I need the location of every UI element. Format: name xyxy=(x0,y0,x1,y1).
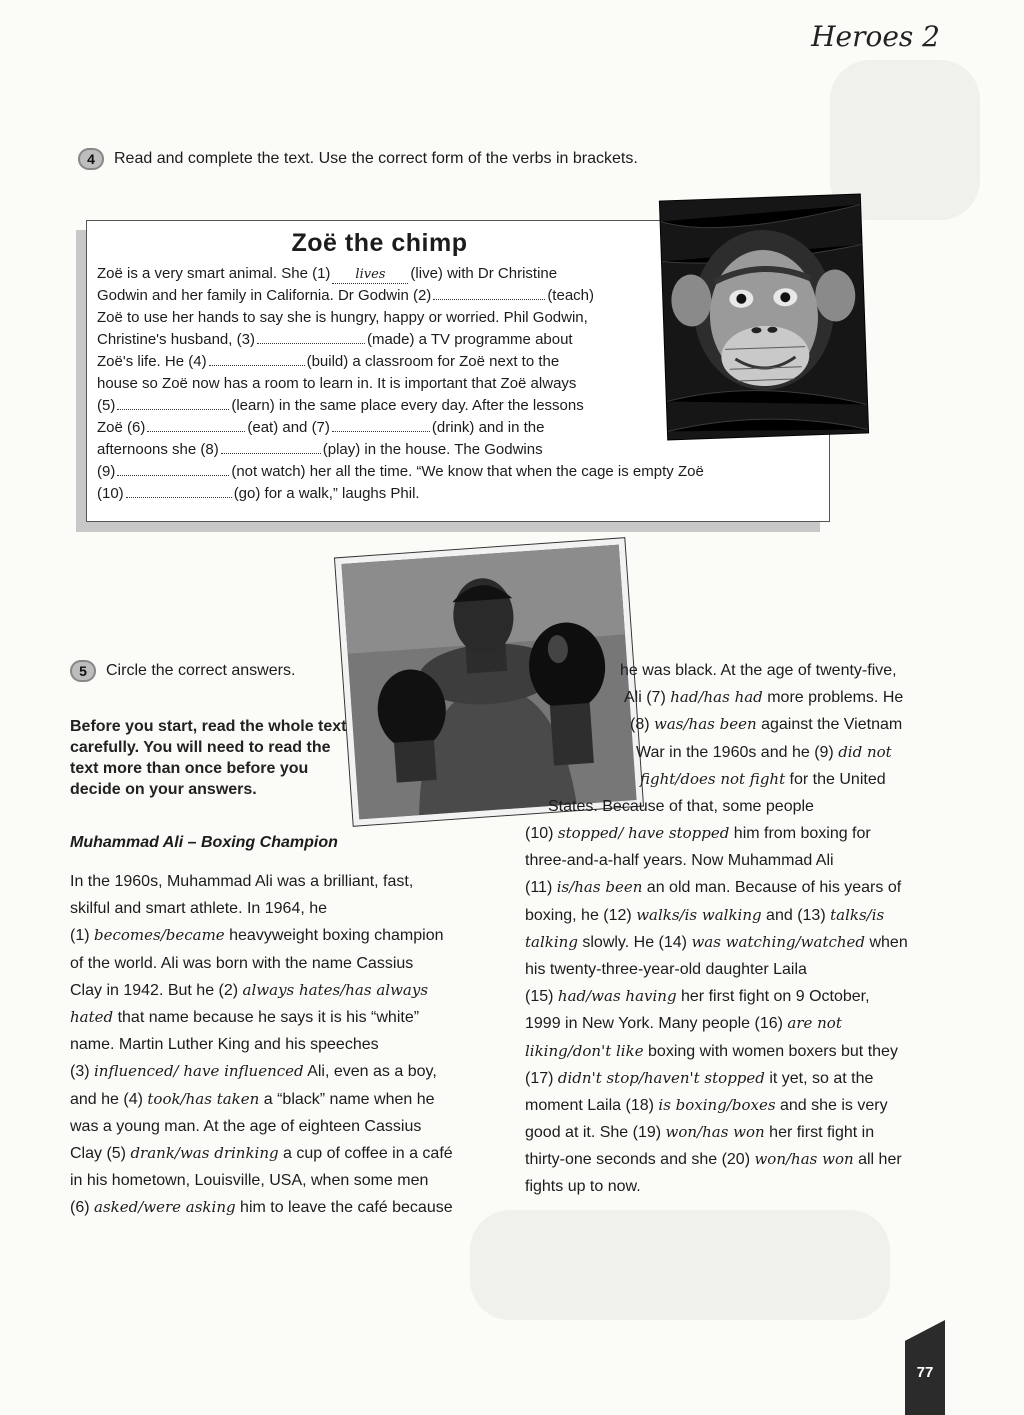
answer-option[interactable]: talking xyxy=(525,932,578,951)
text-segment: moment Laila (18) xyxy=(525,1096,659,1114)
answer-option[interactable]: is/has been xyxy=(556,878,643,897)
text-line xyxy=(97,483,817,505)
text-segment: when xyxy=(865,933,908,951)
exercise-number-badge: 5 xyxy=(70,660,96,682)
article-line xyxy=(70,895,453,922)
article-line xyxy=(70,1167,453,1194)
article-left-column xyxy=(70,868,453,1221)
answer-option[interactable]: liking/don't like xyxy=(525,1041,644,1060)
text-segment: it yet, so at the xyxy=(764,1069,874,1087)
text-segment: in his hometown, Louisville, USA, when some men xyxy=(70,1172,429,1190)
text-segment: (10) xyxy=(97,485,124,502)
article-line xyxy=(525,847,908,874)
text-segment: was a young man. At the age of eighteen Cassius xyxy=(70,1117,422,1135)
text-segment: (17) xyxy=(525,1069,558,1087)
text-segment: (play) in the house. The Godwins xyxy=(322,441,543,458)
text-line xyxy=(97,439,817,461)
text-segment: boxing, he (12) xyxy=(525,906,637,924)
article-line xyxy=(525,1065,908,1092)
article-line xyxy=(70,950,453,977)
answer-option[interactable]: was/has been xyxy=(654,715,757,734)
text-segment: In the 1960s, Muhammad Ali was a brilliant, fast, xyxy=(70,873,414,890)
answer-option[interactable]: becomes/became xyxy=(94,926,225,945)
text-segment: good at it. She (19) xyxy=(525,1124,666,1142)
article-line xyxy=(525,1146,908,1173)
article-line xyxy=(0,739,903,766)
text-segment: Ali (7) xyxy=(624,689,671,707)
article-line xyxy=(0,711,903,738)
text-segment: her first fight in xyxy=(764,1124,875,1142)
answer-option[interactable]: was watching/watched xyxy=(691,932,866,951)
article-line xyxy=(0,684,903,711)
answer-option[interactable]: walks/is walking xyxy=(636,905,762,924)
text-segment: (11) xyxy=(525,879,557,897)
text-segment: all her xyxy=(853,1151,902,1169)
text-segment: Zoë to use her hands to say she is hungry, happy or worried. Phil Godwin, xyxy=(97,309,588,326)
text-segment: house so Zoë now has a room to learn in. It is important that Zoë always xyxy=(97,375,577,392)
article-line xyxy=(525,1173,908,1200)
text-segment: (learn) in the same place every day. After the lessons xyxy=(231,397,584,414)
text-segment: (15) xyxy=(525,988,558,1006)
answer-option[interactable]: talks/is xyxy=(830,905,885,924)
answer-option[interactable]: fight/does not fight xyxy=(640,769,786,788)
article-heading: Muhammad Ali – Boxing Champion xyxy=(70,834,338,851)
article-line xyxy=(0,793,903,820)
answer-blank[interactable] xyxy=(117,395,229,410)
answer-blank[interactable] xyxy=(257,329,365,344)
article-line xyxy=(525,820,908,847)
answer-option[interactable]: are not xyxy=(787,1014,842,1033)
text-segment: (eat) and (7) xyxy=(247,419,330,436)
text-segment: name. Martin Luther King and his speeches xyxy=(70,1036,379,1054)
text-segment: boxing with women boxers but they xyxy=(643,1042,898,1060)
article-line xyxy=(525,983,908,1010)
answer-option[interactable]: stopped/ have stopped xyxy=(557,824,730,842)
article-line xyxy=(70,922,453,949)
text-segment: heavyweight boxing champion xyxy=(224,927,444,945)
text-segment: (9) xyxy=(97,463,116,480)
text-segment: Clay in 1942. But he (2) xyxy=(70,981,243,999)
answer-blank[interactable] xyxy=(332,417,430,432)
answer-option[interactable]: always hates/has always xyxy=(242,980,429,999)
background-texture xyxy=(470,1210,890,1320)
answer-option[interactable]: had/has had xyxy=(670,688,763,707)
text-segment: afternoons she (8) xyxy=(97,441,219,458)
instruction-text: Circle the correct answers. xyxy=(106,662,296,679)
text-segment: her first fight on 9 October, xyxy=(676,988,870,1006)
text-segment: Zoë's life. He (4) xyxy=(97,353,207,370)
article-line xyxy=(525,1038,908,1065)
text-segment: of the world. Ali was born with the name Cassius xyxy=(70,954,414,972)
article-line xyxy=(0,657,903,684)
text-segment: (1) xyxy=(70,927,94,945)
tip-line: carefully. You will need to read the xyxy=(70,739,331,756)
article-line xyxy=(70,1031,453,1058)
article-line xyxy=(70,1113,453,1140)
chimp-picture xyxy=(660,195,868,440)
article-line xyxy=(525,929,908,956)
text-segment: (3) xyxy=(70,1063,94,1081)
text-segment: Ali, even as a boy, xyxy=(303,1063,437,1081)
tip-line: decide on your answers. xyxy=(70,781,257,798)
text-segment: Godwin and her family in California. Dr Godwin (2) xyxy=(97,287,432,304)
answer-option[interactable]: took/has taken xyxy=(147,1089,260,1108)
article-line xyxy=(525,874,908,901)
article-line xyxy=(70,977,453,1004)
answer-option[interactable]: hated xyxy=(70,1007,114,1026)
article-line xyxy=(70,1004,453,1031)
text-segment: skilful and smart athlete. In 1964, he xyxy=(70,900,328,918)
answer-option[interactable]: won/has won xyxy=(754,1150,854,1169)
article-line xyxy=(525,902,908,929)
article-line xyxy=(70,1058,453,1085)
text-segment: War in the 1960s and he (9) xyxy=(636,743,839,761)
text-segment: (made) a TV programme about xyxy=(366,331,573,348)
article-line xyxy=(70,1194,453,1221)
text-segment: (not watch) her all the time. “We know that when the cage is empty Zoë xyxy=(231,463,704,480)
answer-option[interactable]: asked/were asking xyxy=(94,1198,236,1217)
text-segment: (6) xyxy=(70,1199,94,1217)
text-segment: (10) xyxy=(525,825,558,842)
text-segment: for the United xyxy=(785,770,886,788)
answer-blank[interactable] xyxy=(126,483,232,498)
text-segment: fights up to now. xyxy=(525,1178,641,1196)
text-segment: Zoë is a very smart animal. She (1) xyxy=(97,265,331,282)
answer-blank[interactable] xyxy=(221,439,321,454)
text-segment: a “black” name when he xyxy=(259,1090,435,1108)
answer-blank[interactable] xyxy=(209,351,305,366)
answer-option[interactable]: influenced/ have influenced xyxy=(94,1062,304,1081)
answer-option[interactable]: didn't stop/haven't stopped xyxy=(557,1068,765,1087)
instruction-text: Read and complete the text. Use the correct form of the verbs in brackets. xyxy=(114,150,638,167)
text-segment: 1999 in New York. Many people (16) xyxy=(525,1015,788,1033)
text-segment: a cup of coffee in a café xyxy=(278,1144,453,1162)
text-segment: that name because he says it is his “white” xyxy=(113,1008,420,1026)
answer-blank[interactable]: lives xyxy=(332,269,408,284)
page-number: 77 xyxy=(916,1364,934,1381)
article-right-column xyxy=(525,820,908,1201)
text-segment: States. Because of that, some people xyxy=(548,797,814,815)
answer-blank[interactable] xyxy=(117,461,229,476)
tip-line: Before you start, read the whole text xyxy=(70,718,347,735)
text-segment: him from boxing for xyxy=(729,825,871,842)
zoe-title: Zoë the chimp xyxy=(291,229,468,257)
article-line xyxy=(525,956,908,983)
text-segment: (build) a classroom for Zoë next to the xyxy=(306,353,560,370)
tip-line: text more than once before you xyxy=(70,760,309,777)
text-segment: and she is very xyxy=(775,1096,888,1114)
text-segment: (go) for a walk,” laughs Phil. xyxy=(233,485,420,502)
article-line xyxy=(525,1119,908,1146)
answer-option[interactable]: is boxing/boxes xyxy=(658,1095,776,1114)
article-line xyxy=(70,1086,453,1113)
article-line xyxy=(70,868,453,895)
text-segment: Christine's husband, (3) xyxy=(97,331,255,348)
text-segment: (live) with Dr Christine xyxy=(410,265,558,282)
exercise-number-badge: 4 xyxy=(78,148,104,170)
text-segment: him to leave the café because xyxy=(235,1199,453,1217)
answer-option[interactable]: won/has won xyxy=(665,1123,765,1142)
text-segment: three-and-a-half years. Now Muhammad Ali xyxy=(525,852,834,870)
text-segment: more problems. He xyxy=(762,689,904,707)
text-segment: Clay (5) xyxy=(70,1144,131,1162)
text-segment: he was black. At the age of twenty-five, xyxy=(620,662,897,679)
exercise-4-instruction xyxy=(78,148,638,170)
text-segment: an old man. Because of his years of xyxy=(642,879,902,897)
article-right-top-column xyxy=(0,657,903,820)
answer-option[interactable]: did not xyxy=(838,742,892,761)
text-segment: slowly. He (14) xyxy=(577,933,692,951)
text-segment: against the Vietnam xyxy=(756,716,903,734)
text-segment: (8) xyxy=(630,716,654,734)
text-segment: thirty-one seconds and she (20) xyxy=(525,1151,755,1169)
article-line xyxy=(70,1140,453,1167)
text-segment: (teach) xyxy=(547,287,594,304)
answer-blank[interactable] xyxy=(433,285,545,300)
answer-blank[interactable] xyxy=(147,417,245,432)
unit-header: Heroes 2 xyxy=(811,20,940,53)
answer-option[interactable]: drank/was drinking xyxy=(130,1143,279,1162)
article-line xyxy=(0,766,903,793)
text-line xyxy=(97,461,817,483)
text-segment: and he (4) xyxy=(70,1090,148,1108)
text-segment: his twenty-three-year-old daughter Laila xyxy=(525,960,807,978)
article-line xyxy=(525,1092,908,1119)
answer-option[interactable]: had/was having xyxy=(557,987,677,1006)
article-line xyxy=(525,1010,908,1037)
text-segment: (5) xyxy=(97,397,116,414)
text-segment: (drink) and in the xyxy=(431,419,545,436)
text-segment: and (13) xyxy=(761,906,831,924)
text-segment: Zoë (6) xyxy=(97,419,146,436)
